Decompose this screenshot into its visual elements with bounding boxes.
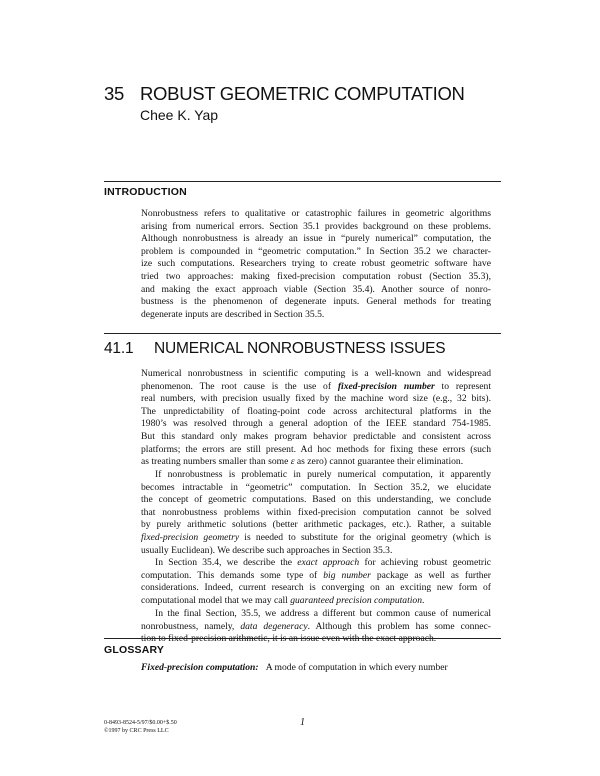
chapter-number: 35 (104, 83, 124, 104)
intro-line: problem is compounded in “geometric computation.” In Section 35.2 we character- (141, 245, 491, 257)
glossary-rule (104, 638, 501, 639)
introduction-paragraph (141, 208, 491, 321)
term-big-number: big number (323, 569, 371, 581)
body-line: fixed-precision geometry is needed to substitute for the original geometry (which is (141, 531, 491, 543)
glossary-heading: GLOSSARY (104, 644, 165, 656)
section-rule (104, 333, 501, 334)
body-line: In Section 35.4, we describe the exact approach for achieving robust geometric (155, 557, 491, 568)
intro-line: tried two approaches: making fixed-precision computation robust (Section 35.3), (141, 270, 491, 282)
body-line: that nonrobustness problems within fixed-precision computation cannot be solved (141, 506, 491, 518)
body-line: In the final Section, 35.5, we address a different but common cause of numerical (155, 608, 491, 619)
author-name: Chee K. Yap (140, 107, 219, 123)
term-data-degeneracy: data degeneracy (240, 620, 308, 632)
intro-line: ize such computations. Researchers trying to create robust geometric software have (141, 258, 491, 270)
body-line: the concept of geometric computations. Based on this understanding, we conclude (141, 494, 491, 506)
body-line: The unpredictability of floating-point code across architectural platforms in the (141, 405, 491, 417)
body-line: If nonrobustness is problematic in purely numerical computation, it apparently (155, 469, 491, 480)
chapter-title-text: ROBUST GEOMETRIC COMPUTATION (140, 83, 465, 104)
section-title (104, 340, 445, 358)
term-fixed-precision-number: fixed-precision number (337, 380, 435, 392)
page-number: 1 (300, 717, 305, 728)
term-exact-approach: exact approach (297, 557, 360, 568)
section-number: 41.1 (104, 340, 134, 357)
body-line: considerations. Indeed, current research is converging on an exciting new form of (141, 582, 491, 594)
section-paragraph-1 (141, 368, 491, 469)
body-line (141, 633, 491, 646)
epsilon-symbol: ε (290, 456, 295, 468)
glossary-definition: A mode of computation in which every number (265, 662, 448, 673)
glossary-entry (141, 662, 448, 673)
chapter-title (104, 83, 465, 105)
body-line: computation. This demands some type of big number package as well as further (141, 569, 491, 581)
intro-line: degenerate inputs are described in Section 35.5. (141, 308, 325, 320)
body-line: But this standard only makes program behavior predictable and consistent across (141, 430, 491, 442)
intro-line: arising from numerical errors. Section 35.1 provides background on these problems. (141, 220, 491, 232)
introduction-rule (104, 181, 501, 182)
intro-line: Although nonrobustness is already an issue in “purely numerical” computation, the (141, 233, 491, 245)
intro-line: bustness is the phenomenon of degenerate inputs. General methods for treating (141, 296, 491, 308)
body-line: as treating numbers smaller than some ε as zero) cannot guarantee their elimination. (141, 456, 464, 468)
introduction-heading: INTRODUCTION (104, 186, 187, 198)
body-line: real numbers, with precision usually fixed by the machine word size (e.g., 32 bits). (141, 393, 491, 405)
body-line: 1980’s was resolved through a general adoption of the IEEE standard 754-1985. (141, 418, 491, 430)
section-paragraph-3 (141, 557, 491, 607)
term-guaranteed-precision: guaranteed precision computation (290, 594, 423, 606)
body-line: phenomenon. The root cause is the use of fixed-precision number to represent (141, 380, 491, 392)
term-fixed-precision-geometry: fixed-precision geometry (141, 531, 240, 543)
footer-copyright: ©1997 by CRC Press LLC (104, 727, 169, 734)
section-paragraph-4 (141, 608, 491, 646)
intro-line: Nonrobustness refers to qualitative or catastrophic failures in geometric algorithms (141, 208, 491, 219)
body-line: Numerical nonrobustness in scientific computing is a well-known and widespread (141, 368, 491, 379)
intro-line: and making the exact approach viable (Section 35.4). Another source of nonro- (141, 283, 491, 295)
section-paragraph-2 (141, 469, 491, 557)
body-line: nonrobustness, namely, data degeneracy. Although this problem has some connec- (141, 620, 491, 632)
glossary-term: Fixed-precision computation: (141, 662, 259, 673)
footer-info (104, 720, 177, 735)
body-line: becomes intractable in “geometric” computation. In Section 35.2, we elucidate (141, 481, 491, 493)
body-line: computational model that we may call guaranteed precision computation. (141, 594, 425, 606)
body-line: platforms; the errors are still present. Ad hoc methods for fixing these errors (such (141, 443, 491, 455)
footer-isbn: 0-8493-8524-5/97/$0.00+$.50 (104, 720, 177, 726)
body-line: usually Euclidean). We describe such approaches in Section 35.3. (141, 544, 393, 556)
body-line: by purely arithmetic solutions (better arithmetic packages, etc.). Rather, a suitable (141, 519, 491, 531)
section-title-text: NUMERICAL NONROBUSTNESS ISSUES (154, 340, 446, 357)
